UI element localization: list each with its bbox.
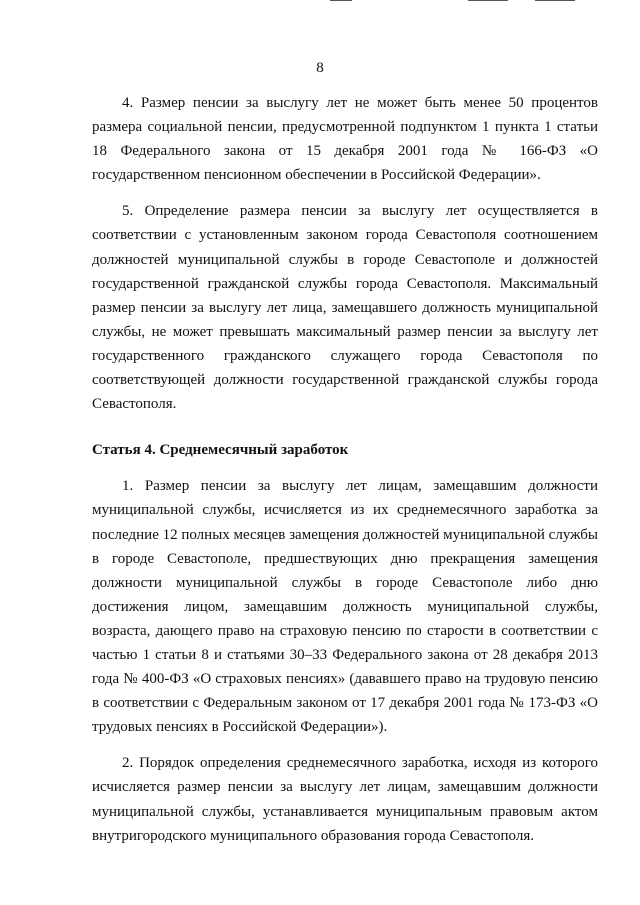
document-body xyxy=(92,91,598,848)
article-4-paragraph-1: 1. Размер пенсии за выслугу лет лицам, замещавшим должности муниципальной службы, исчисляется из их среднемесячного заработка за последние 12 полных месяцев замещения должностей муниципальной службы в городе Севастополе, предшествующих дню прекращения замещения должности муниципальной службы в городе Севастополе либо дню достижения лицом, замещавшим должность муниципальной службы, возраста, дающего право на страховую пенсию по старости в соответствии с частью 1 статьи 8 и статьями 30–33 Федерального закона от 28 декабря 2013 года № 400-ФЗ «О страховых пенсиях» (дававшего право на трудовую пенсию в соответствии с Федеральным законом от 17 декабря 2001 года № 173-ФЗ «О трудовых пенсиях в Российской Федерации»). xyxy=(92,478,598,736)
scan-edge-marks xyxy=(0,0,640,4)
spacer xyxy=(92,739,598,751)
spacer xyxy=(92,416,598,438)
paragraph-5: 5. Определение размера пенсии за выслугу лет осуществляется в соответствии с установленным законом города Севастополя соотношением должностей муниципальной службы в городе Севастополе и должностей государственной гражданской службы города Севастополя. Максимальный размер пенсии за выслугу лет лица, замещавшего должность муниципальной службы, не может превышать максимальный размер пенсии за выслугу лет государственного гражданского служащего города Севастополя по соответствующей должности государственной гражданской службы города Севастополя. xyxy=(92,203,598,413)
article-4-heading: Статья 4. Среднемесячный заработок xyxy=(92,442,349,459)
article-4-paragraph-2: 2. Порядок определения среднемесячного заработка, исходя из которого исчисляется размер пенсии за выслугу лет лицам, замещавшим должности муниципальной службы, устанавливается муниципальным правовым актом внутригородского муниципального образования города Севастополя. xyxy=(92,755,598,844)
spacer xyxy=(92,462,598,474)
page-number: 8 xyxy=(316,60,324,76)
paragraph-4: 4. Размер пенсии за выслугу лет не может быть менее 50 процентов размера социальной пенсии, предусмотренной подпунктом 1 пункта 1 статьи 18 Федерального закона от 15 декабря 2001 года № 166-ФЗ «О государственном пенсионном обеспечении в Российской Федерации». xyxy=(92,95,598,184)
spacer xyxy=(92,187,598,199)
